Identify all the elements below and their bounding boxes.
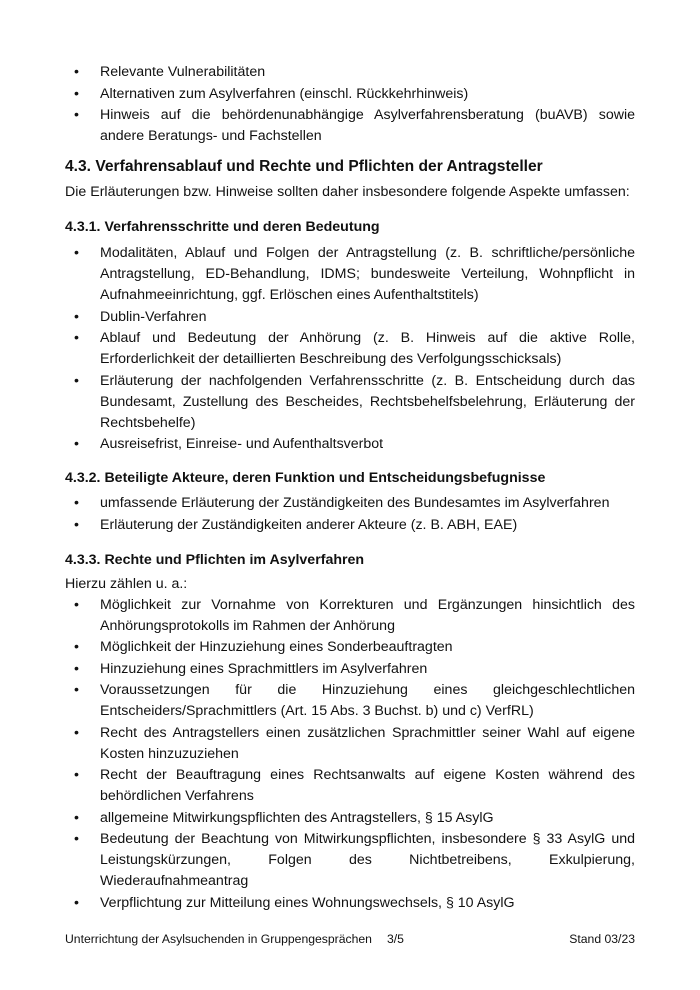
list-item-text: Möglichkeit zur Vornahme von Korrekturen und Ergänzungen hinsichtlich des Anhörungsprotokolls im Rahmen der Anhörung <box>100 596 635 634</box>
list-item-text: umfassende Erläuterung der Zuständigkeiten des Bundesamtes im Asylverfahren <box>100 495 610 511</box>
bullet-icon: • <box>74 330 79 346</box>
page-number: 3/5 <box>387 932 404 946</box>
list-item <box>65 105 635 147</box>
list-item <box>65 84 635 105</box>
list-item <box>65 434 635 455</box>
list-item-text: Verpflichtung zur Mitteilung eines Wohnungswechsels, § 10 AsylG <box>100 894 515 911</box>
list-item-text: Modalitäten, Ablauf und Folgen der Antragstellung (z. B. schriftliche/persönliche Antragstellung, ED-Behandlung, IDMS; bundesweite Verteilung, Wohnpflicht in Aufnahmeeinrichtung, ggf. Erlöschen eines Aufenthaltstitels) <box>100 245 635 303</box>
bullet-icon: • <box>74 809 79 826</box>
list-item-text: Voraussetzungen für die Hinzuziehung eines gleichgeschlechtlichen Entscheiders/Sprachmittlers (Art. 15 Abs. 3 Buchst. b) und c) VerfRL) <box>100 682 635 719</box>
list-item <box>65 765 635 807</box>
list-item-text: Ausreisefrist, Einreise- und Aufenthaltsverbot <box>100 436 384 452</box>
list-item-text: Alternativen zum Asylverfahren (einschl. Rückkehrhinweis) <box>100 85 469 102</box>
list-item <box>65 307 635 328</box>
list-item <box>65 493 635 514</box>
bullet-icon: • <box>74 831 79 847</box>
bullet-icon: • <box>74 495 79 511</box>
bullet-icon: • <box>74 767 79 783</box>
list-item-text: Ablauf und Bedeutung der Anhörung (z. B. Hinweis auf die aktive Rolle, Erforderlichkeit der detaillierten Beschreibung des Verfolgungsschicksals) <box>100 330 635 367</box>
list-item <box>65 680 635 722</box>
list-item <box>65 637 635 658</box>
list-item <box>65 371 635 434</box>
list-item-text: Relevante Vulnerabilitäten <box>100 64 266 80</box>
bullet-icon: • <box>74 308 79 325</box>
bullet-icon: • <box>74 724 79 741</box>
bullet-icon: • <box>74 682 79 698</box>
bullet-icon: • <box>74 372 79 389</box>
list-item-text: Hinzuziehung eines Sprachmittlers im Asylverfahren <box>100 660 428 677</box>
section-4-3-1-heading: 4.3.1. Verfahrensschritte und deren Bedeutung <box>65 219 380 235</box>
list-item-text: Dublin-Verfahren <box>100 308 207 325</box>
top-bullet-list <box>65 62 635 147</box>
section-4-3-1-list <box>65 243 635 455</box>
list-item <box>65 595 635 637</box>
document-page <box>65 62 635 914</box>
list-item-text: Bedeutung der Beachtung von Mitwirkungspflichten, insbesondere § 33 AsylG und Leistungskürzungen, Folgen des Nichtbetreibens, Exkulpierung, Wiederaufnahmeantrag <box>100 831 635 889</box>
section-4-3-2-list <box>65 493 635 536</box>
bullet-icon: • <box>74 596 79 613</box>
section-4-3-3-intro: Hierzu zählen u. a.: <box>65 575 188 592</box>
section-4-3-heading: 4.3. Verfahrensablauf und Rechte und Pflichten der Antragsteller <box>65 158 543 175</box>
list-item-text: allgemeine Mitwirkungspflichten des Antragstellers, § 15 AsylG <box>100 809 494 826</box>
bullet-icon: • <box>74 64 79 80</box>
bullet-icon: • <box>74 516 79 533</box>
list-item <box>65 829 635 892</box>
bullet-icon: • <box>74 894 79 911</box>
list-item <box>65 515 635 536</box>
list-item <box>65 723 635 765</box>
list-item-text: Möglichkeit der Hinzuziehung eines Sonderbeauftragten <box>100 639 453 655</box>
section-4-3-3-list <box>65 595 635 914</box>
bullet-icon: • <box>74 660 79 677</box>
list-item <box>65 328 635 370</box>
list-item-text: Recht der Beauftragung eines Rechtsanwalts auf eigene Kosten während des behördlichen Verfahrens <box>100 767 635 804</box>
bullet-icon: • <box>74 107 79 123</box>
bullet-icon: • <box>74 639 79 655</box>
bullet-icon: • <box>74 85 79 102</box>
list-item-text: Recht des Antragstellers einen zusätzlichen Sprachmittler seiner Wahl auf eigene Kosten hinzuzuziehen <box>100 724 635 762</box>
list-item <box>65 893 635 914</box>
section-4-3-2-heading: 4.3.2. Beteiligte Akteure, deren Funktion und Entscheidungsbefugnisse <box>65 470 546 486</box>
list-item-text: Erläuterung der nachfolgenden Verfahrensschritte (z. B. Entscheidung durch das Bundesamt, Zustellung des Bescheides, Rechtsbehelfsbelehrung, Erläuterung der Rechtsbehelfe) <box>100 372 635 431</box>
list-item <box>65 659 635 680</box>
section-4-3-intro: Die Erläuterungen bzw. Hinweise sollten daher insbesondere folgende Aspekte umfassen: <box>65 184 630 200</box>
footer-title: Unterrichtung der Asylsuchenden in Gruppengesprächen <box>65 932 372 946</box>
list-item <box>65 62 635 83</box>
list-item-text: Erläuterung der Zuständigkeiten anderer Akteure (z. B. ABH, EAE) <box>100 516 518 533</box>
footer-version: Stand 03/23 <box>569 932 635 946</box>
list-item <box>65 243 635 306</box>
list-item-text: Hinweis auf die behördenunabhängige Asylverfahrensberatung (buAVB) sowie andere Beratungs- und Fachstellen <box>100 107 635 144</box>
bullet-icon: • <box>74 245 79 261</box>
bullet-icon: • <box>74 436 79 452</box>
list-item <box>65 808 635 829</box>
section-4-3-3-heading: 4.3.3. Rechte und Pflichten im Asylverfahren <box>65 551 365 568</box>
